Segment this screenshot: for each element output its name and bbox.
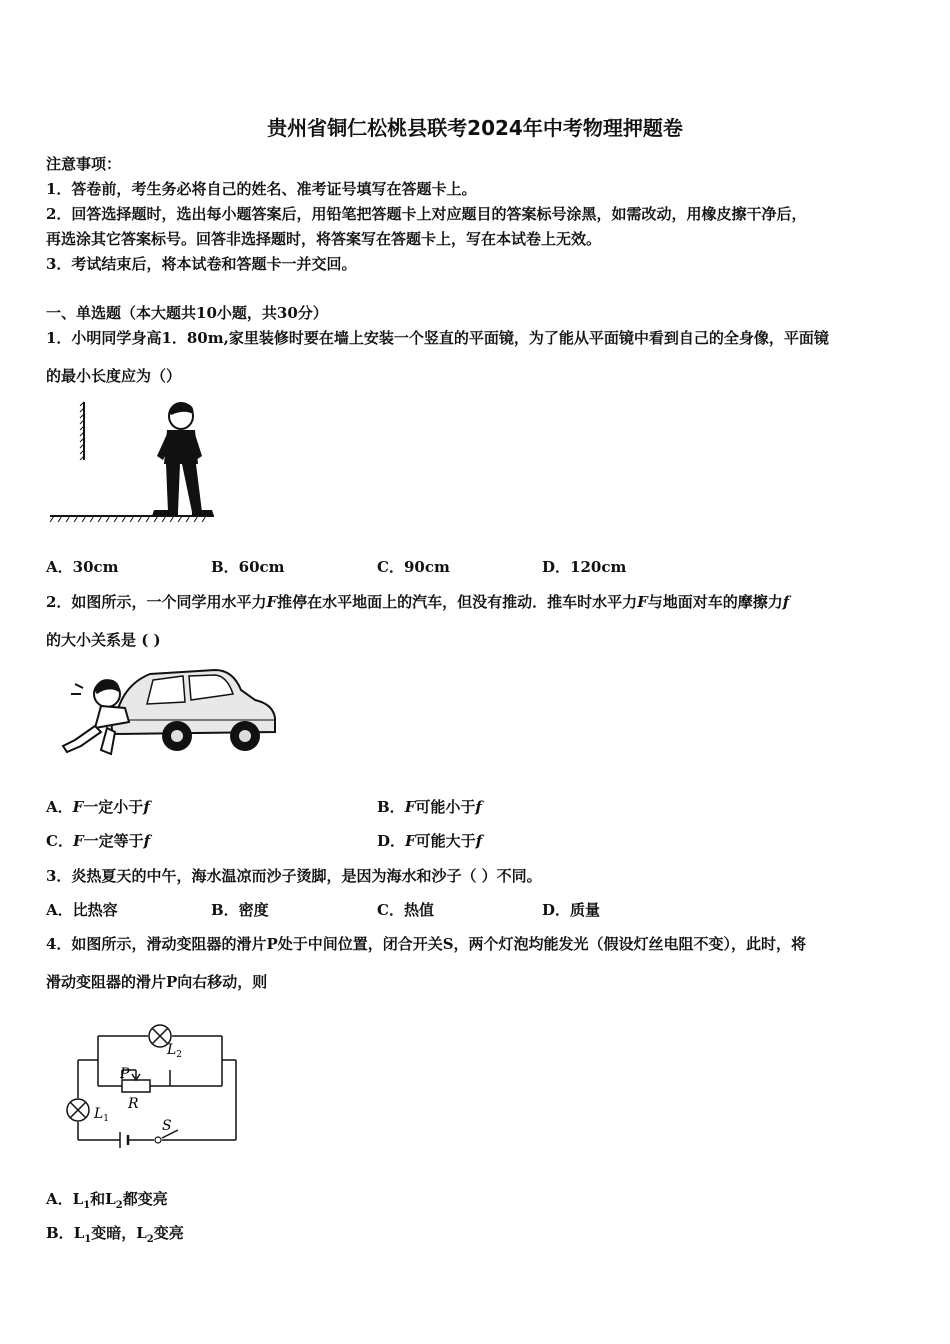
var-F: F: [637, 593, 648, 611]
switch-icon: [155, 1137, 161, 1143]
q4-line1: 4．如图所示，滑动变阻器的滑片P处于中间位置，闭合开关S，两个灯泡均能发光（假设灯丝电阻不变），此时，将: [46, 935, 807, 953]
q4-line2: 滑动变阻器的滑片P向右移动，则: [46, 973, 268, 991]
q2-text-a: 2．如图所示，一个同学用水平力: [46, 593, 267, 611]
q2-line2: 的大小关系是 ( ): [46, 631, 161, 649]
q1-option-a[interactable]: A．30cm: [46, 558, 119, 576]
label-l1: $L_1$: [94, 1106, 110, 1124]
var-f: f: [782, 593, 790, 611]
q2-option-c[interactable]: C．F一定等于f: [46, 832, 151, 850]
q3-option-d[interactable]: D．质量: [542, 901, 601, 919]
q3-line: 3．炎热夏天的中午，海水温凉而沙子烫脚，是因为海水和沙子（ ）不同。: [46, 867, 542, 885]
notice-item-1: 1．答卷前，考生务必将自己的姓名、准考证号填写在答题卡上。: [46, 180, 477, 198]
circuit-diagram: [62, 1022, 252, 1154]
q2-text-b: 推停在水平地面上的汽车，但没有推动．推车时水平力: [277, 593, 638, 611]
q1-line2: 的最小长度应为（）: [46, 367, 182, 385]
notice-item-3: 3．考试结束后，将本试卷和答题卡一并交回。: [46, 255, 357, 273]
q1-option-b[interactable]: B．60cm: [211, 558, 285, 576]
q4-option-b[interactable]: B．$L_1$变暗，$L_2$变亮: [46, 1224, 184, 1245]
notice-heading: 注意事项：: [46, 155, 122, 173]
label-r: R: [128, 1096, 139, 1112]
label-l2: $L_2$: [167, 1042, 183, 1060]
q3-option-c[interactable]: C．热值: [377, 901, 434, 919]
section-heading: 一、单选题（本大题共10小题，共30分）: [46, 304, 328, 322]
push-car-figure: [55, 662, 279, 762]
q4-option-a[interactable]: A．$L_1$和$L_2$都变亮: [46, 1190, 168, 1211]
q1-option-d[interactable]: D．120cm: [542, 558, 627, 576]
q2-line1: [46, 591, 789, 612]
q3-option-a[interactable]: A．比热容: [46, 901, 118, 919]
mirror-person-figure: [46, 398, 218, 526]
notice-item-2: 2．回答选择题时，选出每小题答案后，用铅笔把答题卡上对应题目的答案标号涂黑，如需改动，用橡皮擦干净后，: [46, 205, 807, 223]
page-title: 贵州省铜仁松桃县联考2024年中考物理押题卷: [267, 116, 683, 140]
q2-option-b[interactable]: B．F可能小于f: [377, 798, 482, 816]
q1-line1: 1．小明同学身高1．80m,家里装修时要在墙上安装一个竖直的平面镜，为了能从平面镜中看到自己的全身像，平面镜: [46, 329, 829, 347]
notice-item-2-cont: 再选涂其它答案标号。回答非选择题时，将答案写在答题卡上，写在本试卷上无效。: [46, 230, 602, 248]
label-p: P: [120, 1066, 130, 1082]
q2-option-a[interactable]: A．F一定小于f: [46, 798, 150, 816]
q2-option-d[interactable]: D．F可能大于f: [377, 832, 483, 850]
q2-text-c: 与地面对车的摩擦力: [647, 593, 783, 611]
var-F: F: [266, 593, 278, 611]
q1-option-c[interactable]: C．90cm: [377, 558, 450, 576]
q3-option-b[interactable]: B．密度: [211, 901, 269, 919]
label-s: S: [162, 1118, 172, 1134]
